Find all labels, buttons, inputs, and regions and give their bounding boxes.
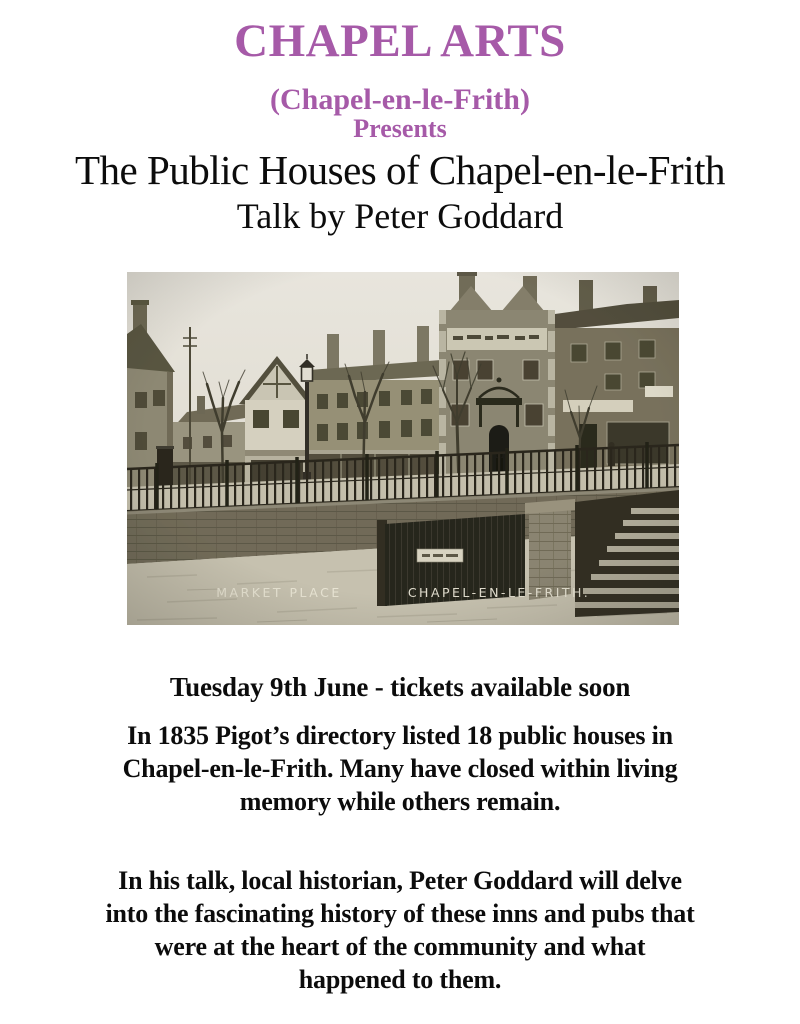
market-place-photo-illustration (127, 272, 679, 625)
paragraph-line: into the fascinating history of these inns and pubs that (105, 899, 695, 928)
description-paragraph-2 (0, 864, 800, 996)
event-photo (127, 272, 679, 625)
paragraph-line: were at the heart of the community and what (154, 932, 646, 961)
org-name: CHAPEL ARTS (234, 15, 566, 67)
vignette (127, 272, 679, 625)
event-title: The Public Houses of Chapel-en-le-Frith (74, 147, 725, 193)
event-subtitle: Talk by Peter Goddard (236, 196, 564, 236)
paragraph-line: In 1835 Pigot’s directory listed 18 public houses in (127, 721, 673, 750)
description-paragraph-1 (0, 719, 800, 818)
org-location: (Chapel-en-le-Frith) (270, 83, 530, 116)
date-tickets-line: Tuesday 9th June - tickets available soon (169, 672, 631, 702)
paragraph-line: memory while others remain. (239, 787, 561, 816)
presents-label: Presents (353, 114, 447, 143)
paragraph-line: In his talk, local historian, Peter Goddard will delve (118, 866, 682, 895)
paragraph-line: Chapel-en-le-Frith. Many have closed within living (122, 754, 678, 783)
paragraph-line: happened to them. (298, 965, 502, 994)
